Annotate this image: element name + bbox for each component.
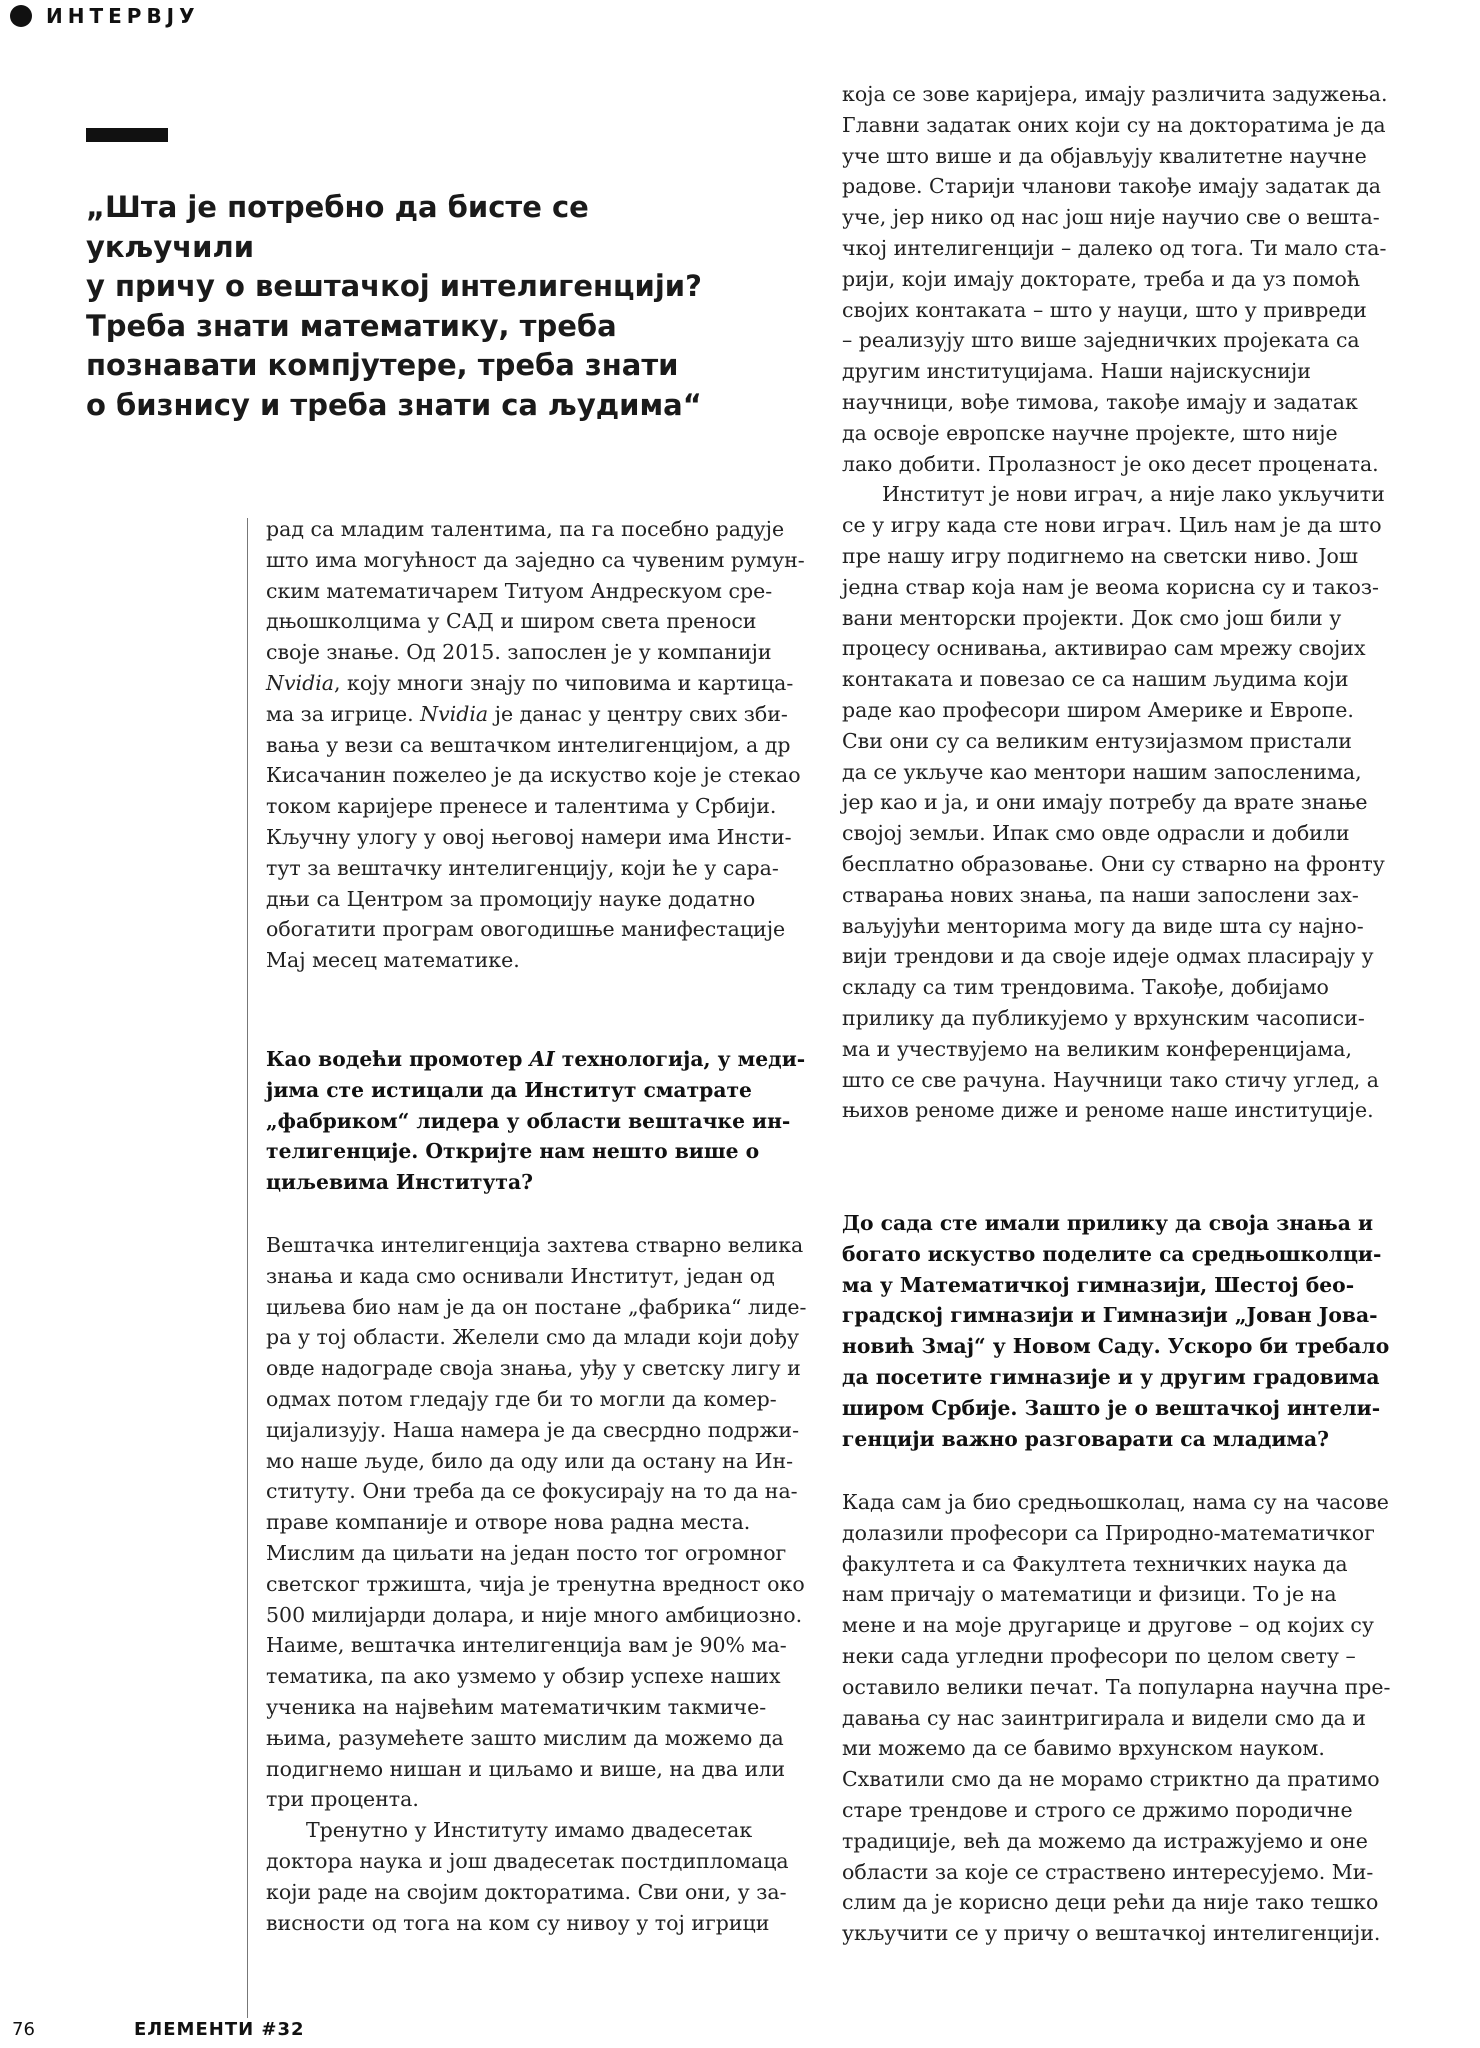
body-line: три процента. bbox=[266, 1787, 419, 1812]
section-header bbox=[10, 4, 200, 28]
question-line: генцији важно разговарати са младима? bbox=[842, 1426, 1330, 1451]
body-line: научници, вође тимова, такође имају и задатак bbox=[842, 389, 1358, 414]
body-line: уче што више и да објављују квалитетне научне bbox=[842, 143, 1367, 168]
body-line: која се зове каријера, имају различита задужења. bbox=[842, 82, 1388, 106]
body-line: подигнемо нишан и циљамо и више, на два или bbox=[266, 1756, 786, 1781]
body-line: лако добити. Пролазност је око десет процената. bbox=[842, 451, 1379, 476]
body-line: својој земљи. Ипак смо овде одрасли и добили bbox=[842, 821, 1350, 846]
column-1-question bbox=[266, 1044, 805, 1198]
body-line: да се укључе као ментори нашим запосленима, bbox=[842, 759, 1362, 784]
body-line: факултета и са Факултета техничких наука да bbox=[842, 1551, 1348, 1576]
body-line: ским математичарем Титуом Андрескуом сре- bbox=[266, 578, 773, 603]
body-line: тематика, па ако узмемо у обзир успехе наших bbox=[266, 1664, 781, 1689]
body-line: једна ствар која нам је веома корисна су и такоз- bbox=[842, 574, 1379, 599]
body-line: праве компаније и отворе нова радна места. bbox=[266, 1510, 751, 1535]
body-line: Институт је нови играч, а није лако укључити bbox=[882, 482, 1385, 507]
body-line: знања и када смо оснивали Институт, један од bbox=[266, 1263, 775, 1288]
body-line: Мислим да циљати на један посто тог огромног bbox=[266, 1540, 787, 1565]
pull-quote-line: познавати компјутере, треба знати bbox=[86, 348, 679, 383]
column-2-answer bbox=[842, 1487, 1390, 1949]
column-1-answer bbox=[266, 1230, 806, 1938]
section-dot-icon bbox=[10, 5, 32, 27]
question-line: циљевима Института? bbox=[266, 1170, 534, 1195]
body-line: долазили професори са Природно-математичког bbox=[842, 1520, 1375, 1545]
question-line: градској гимназији и Гимназији „Јован Јова- bbox=[842, 1303, 1378, 1328]
body-line: ваљујући менторима могу да виде шта су најно- bbox=[842, 913, 1364, 938]
body-line: Тренутно у Институту имамо двадесетак bbox=[306, 1818, 753, 1843]
body-line: области за које се страствено интересујемо. Ми- bbox=[842, 1859, 1374, 1884]
body-line: Сви они су са великим ентузијазмом пристали bbox=[842, 728, 1352, 753]
body-line: што се све рачуна. Научници тако стичу углед, а bbox=[842, 1067, 1380, 1092]
column-2-paragraph bbox=[842, 79, 1388, 1126]
body-line: складу са тим трендовима. Такође, добијамо bbox=[842, 975, 1329, 1000]
body-line: стварања нових знања, па наши запослени зах- bbox=[842, 882, 1359, 907]
body-line: нам причају о математици и физици. То је на bbox=[842, 1582, 1337, 1607]
body-line: своје знање. Од 2015. запослен је у компанији bbox=[266, 640, 772, 665]
body-line: који раде на својим докторатима. Сви они, у за- bbox=[266, 1879, 787, 1904]
body-line: укључити се у причу о вештачкој интелигенцији. bbox=[842, 1921, 1381, 1946]
body-line: чкој интелигенцији – далеко од тога. Ти мало ста- bbox=[842, 235, 1387, 260]
question-line: да посетите гимназије и у другим градовима bbox=[842, 1364, 1380, 1389]
body-line: током каријере пренесе и талентима у Србији. bbox=[266, 794, 777, 819]
pull-quote bbox=[86, 188, 766, 426]
body-line: њихов реноме диже и реноме наше институције. bbox=[842, 1098, 1374, 1123]
body-line: Nvidia, коју многи знају по чиповима и картица- bbox=[266, 670, 794, 695]
body-line: рији, који имају докторате, треба и да уз помоћ bbox=[842, 266, 1361, 291]
body-line: ституту. Они треба да се фокусирају на то да на- bbox=[266, 1479, 798, 1504]
body-line: тут за вештачку интелигенцију, који ће у сара- bbox=[266, 855, 779, 880]
body-line: циљева био нам је да он постане „фабрика“ лиде- bbox=[266, 1294, 807, 1319]
body-line: уче, јер нико од нас још није научио све о вешта- bbox=[842, 205, 1380, 230]
pull-quote-line: о бизнису и треба знати са људима“ bbox=[86, 387, 702, 422]
column-rule bbox=[247, 518, 248, 2018]
body-line: радове. Старији чланови такође имају задатак да bbox=[842, 174, 1382, 199]
question-line: новић Змај“ у Новом Саду. Ускоро би требало bbox=[842, 1334, 1390, 1359]
body-line: се у игру када сте нови играч. Циљ нам је да што bbox=[842, 513, 1382, 538]
question-line: богато искуство поделите са средњошколци- bbox=[842, 1241, 1382, 1266]
body-line: давања су нас заинтригирала и видели смо да и bbox=[842, 1705, 1366, 1730]
column-2-question bbox=[842, 1208, 1389, 1454]
body-line: процесу оснивања, активирао сам мрежу својих bbox=[842, 636, 1366, 661]
body-line: ми можемо да се бавимо врхунском науком. bbox=[842, 1736, 1325, 1761]
body-line: Кисачанин пожелео је да искуство које је стекао bbox=[266, 763, 801, 788]
body-line: рад са младим талентима, па га посебно радује bbox=[266, 517, 785, 541]
body-line: Када сам ја био средњошколац, нама су на часове bbox=[842, 1490, 1389, 1514]
body-line: оставило велики печат. Та популарна научна пре- bbox=[842, 1674, 1391, 1699]
body-line: дњи са Центром за промоцију науке додатно bbox=[266, 886, 756, 911]
section-label: ИНТЕРВЈУ bbox=[46, 4, 200, 28]
body-line: вани менторски пројекти. Док смо још били у bbox=[842, 605, 1342, 630]
page-number: 76 bbox=[12, 2019, 35, 2040]
question-line: широм Србије. Зашто је о вештачкој интели- bbox=[842, 1395, 1381, 1420]
body-line: што има могућност да заједно са чувеним румун- bbox=[266, 547, 805, 572]
pull-quote-line: „Шта је потребно да бисте се укључили bbox=[86, 190, 589, 264]
quote-bar-decoration bbox=[86, 128, 168, 142]
body-line: дњошколцима у САД и широм света преноси bbox=[266, 609, 757, 634]
body-line: Схватили смо да не морамо стриктно да пратимо bbox=[842, 1767, 1380, 1792]
magazine-name: ЕЛЕМЕНТИ #32 bbox=[134, 2019, 305, 2040]
body-line: светског тржишта, чија је тренутна вредност око bbox=[266, 1571, 805, 1596]
question-line: До сада сте имали прилику да своја знања и bbox=[842, 1211, 1373, 1235]
body-line: – реализују што више заједничких пројеката са bbox=[842, 328, 1360, 353]
body-line: њима, разумећете зашто мислим да можемо да bbox=[266, 1725, 784, 1750]
body-line: традиције, већ да можемо да истражујемо и оне bbox=[842, 1828, 1368, 1853]
body-line: мо наше људе, било да оду или да остану на Ин- bbox=[266, 1448, 794, 1473]
body-line: ма за игрице. Nvidia је данас у центру свих зби- bbox=[266, 701, 788, 726]
body-line: одмах потом гледају где би то могли да комер- bbox=[266, 1386, 777, 1411]
question-line: Као водећи промотер AI технологија, у меди- bbox=[266, 1047, 806, 1071]
body-line: цијализују. Наша намера је да свесрдно подржи- bbox=[266, 1417, 799, 1442]
body-line: пре нашу игру подигнемо на светски ниво. Још bbox=[842, 543, 1358, 568]
body-line: вања у вези са вештачком интелигенцијом, а др bbox=[266, 732, 791, 757]
body-line: висности од тога на ком су нивоу у тој игрици bbox=[266, 1910, 770, 1935]
body-line: ученика на највећим математичким такмиче- bbox=[266, 1694, 767, 1719]
pull-quote-line: Треба знати математику, треба bbox=[86, 308, 617, 343]
body-line: Наиме, вештачка интелигенција вам је 90% ма- bbox=[266, 1633, 787, 1658]
column-1-paragraph bbox=[266, 514, 805, 976]
body-line: ра у тој области. Желели смо да млади који дођу bbox=[266, 1325, 800, 1350]
question-line: „фабриком“ лидера у области вештачке ин- bbox=[266, 1108, 791, 1133]
question-line: јима сте истицали да Институт сматрате bbox=[266, 1077, 752, 1102]
body-line: Мај месец математике. bbox=[266, 948, 520, 973]
body-line: 500 милијарди долара, и није много амбициозно. bbox=[266, 1602, 803, 1627]
body-line: својих контаката – што у науци, што у привреди bbox=[842, 297, 1367, 322]
body-line: Кључну улогу у овој његовој намери има Инсти- bbox=[266, 824, 792, 849]
body-line: обогатити програм овогодишње манифестације bbox=[266, 917, 786, 942]
body-line: доктора наука и још двадесетак постдипломаца bbox=[266, 1848, 789, 1873]
body-line: бесплатно образовање. Они су стварно на фронту bbox=[842, 851, 1385, 876]
body-line: вији трендови и да своје идеје одмах пласирају у bbox=[842, 944, 1374, 969]
body-line: мене и на моје другарице и другове – од којих су bbox=[842, 1613, 1374, 1638]
question-line: телигенције. Откријте нам нешто више о bbox=[266, 1139, 760, 1164]
body-line: слим да је корисно деци рећи да није тако тешко bbox=[842, 1890, 1379, 1915]
body-line: контаката и повезао се са нашим људима који bbox=[842, 667, 1349, 692]
body-line: старе трендове и строго се држимо породичне bbox=[842, 1797, 1353, 1822]
body-line: раде као професори широм Америке и Европе. bbox=[842, 697, 1354, 722]
body-line: Главни задатак оних који су на докторатима је да bbox=[842, 112, 1386, 137]
body-line: другим институцијама. Наши најискуснији bbox=[842, 359, 1311, 384]
body-line: јер као и ја, и они имају потребу да врате знање bbox=[842, 790, 1368, 815]
body-line: Вештачка интелигенција захтева стварно велика bbox=[266, 1233, 804, 1257]
body-line: овде надограде своја знања, уђу у светску лигу и bbox=[266, 1356, 801, 1381]
body-line: ма и учествујемо на великим конференцијама, bbox=[842, 1036, 1353, 1061]
body-line: прилику да публикујемо у врхунским часописи- bbox=[842, 1005, 1365, 1030]
pull-quote-line: у причу о вештачкој интелигенцији? bbox=[86, 269, 702, 304]
question-line: ма у Математичкој гимназији, Шестој бео- bbox=[842, 1272, 1355, 1297]
body-line: да освоје европске научне пројекте, што није bbox=[842, 420, 1338, 445]
body-line: неки сада угледни професори по целом свету – bbox=[842, 1643, 1356, 1668]
